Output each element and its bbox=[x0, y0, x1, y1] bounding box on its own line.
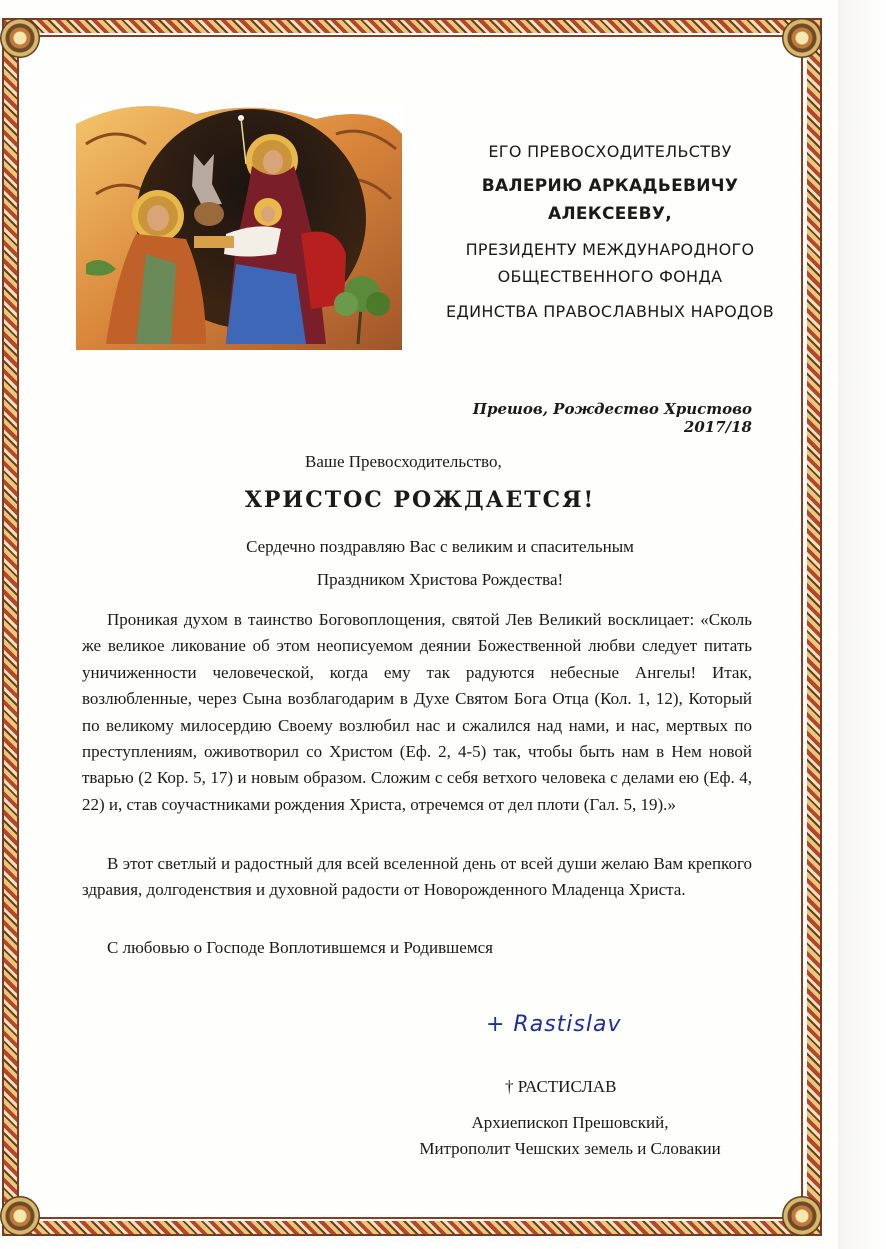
congrats-line2: Праздником Христова Рождества! bbox=[316, 570, 564, 589]
body-paragraph-1 bbox=[82, 607, 752, 818]
body-paragraph-1-text: Проникая духом в таинство Боговоплощения, святой Лев Великий восклицает: «Сколь же великое ликование об этом неописуемом деянии Божественной любви следует питать уничиженности человеческой, когда ему так радуются небесные Ангелы! Итак, возлюбленные, через Сына возблагодарим в Духе Святом Бога Отца (Кол. 1, 12), Который по великому милосердию Своему возлюбил нас и сжалился над нами, и нас, мертвых по преступлениям, оживотворил со Христом (Еф. 2, 4-5) так, чтобы быть нам в Нем новой тварью (2 Кор. 5, 17) и новым образом. Сложим с себя ветхого человека с делами ею (Еф. 4, 22) и, став соучастниками рождения Христа, отречемся от дел плоти (Гал. 5, 19).» bbox=[82, 610, 752, 814]
paper-edge bbox=[838, 0, 886, 1249]
corner-ornament-icon bbox=[782, 1196, 822, 1236]
addressee-title: ЕГО ПРЕВОСХОДИТЕЛЬСТВУ bbox=[488, 142, 732, 161]
letter-date: Прешов, Рождество Христово 2017/18 bbox=[472, 400, 752, 436]
corner-ornament-icon bbox=[0, 1196, 40, 1236]
congrats-line1: Сердечно поздравляю Вас с великим и спасительным bbox=[246, 537, 634, 556]
corner-ornament-icon bbox=[0, 18, 40, 58]
signer-title-line2: Митрополит Чешских земель и Словакии bbox=[419, 1139, 721, 1158]
signer-name: † РАСТИСЛАВ bbox=[505, 1077, 617, 1096]
body-paragraph-2-text: В этот светлый и радостный для всей вселенной день от всей души желаю Вам крепкого здравия, долгоденствия и духовной радости от Новорожденного Младенца Христа. bbox=[82, 854, 752, 900]
salutation: Ваше Превосходительство, bbox=[305, 452, 502, 471]
body-paragraph-2 bbox=[82, 851, 752, 904]
closing-line-text: С любовью о Господе Воплотившемся и Родившемся bbox=[107, 938, 493, 957]
signer-title-line1: Архиепископ Прешовский, bbox=[471, 1113, 669, 1132]
handwritten-signature: + Rastislav bbox=[486, 1012, 622, 1037]
addressee-position-line1: ПРЕЗИДЕНТУ МЕЖДУНАРОДНОГО bbox=[465, 240, 755, 259]
addressee-position-line3: ЕДИНСТВА ПРАВОСЛАВНЫХ НАРОДОВ bbox=[445, 302, 775, 321]
headline: ХРИСТОС РОЖДАЕТСЯ! bbox=[244, 487, 596, 513]
addressee-name-line2: АЛЕКСЕЕВУ, bbox=[547, 204, 672, 224]
addressee-position-line2: ОБЩЕСТВЕННОГО ФОНДА bbox=[497, 267, 723, 286]
addressee-name-line1: ВАЛЕРИЮ АРКАДЬЕВИЧУ bbox=[481, 176, 739, 196]
closing-line bbox=[82, 935, 752, 961]
corner-ornament-icon bbox=[782, 18, 822, 58]
nativity-icon bbox=[76, 104, 402, 350]
